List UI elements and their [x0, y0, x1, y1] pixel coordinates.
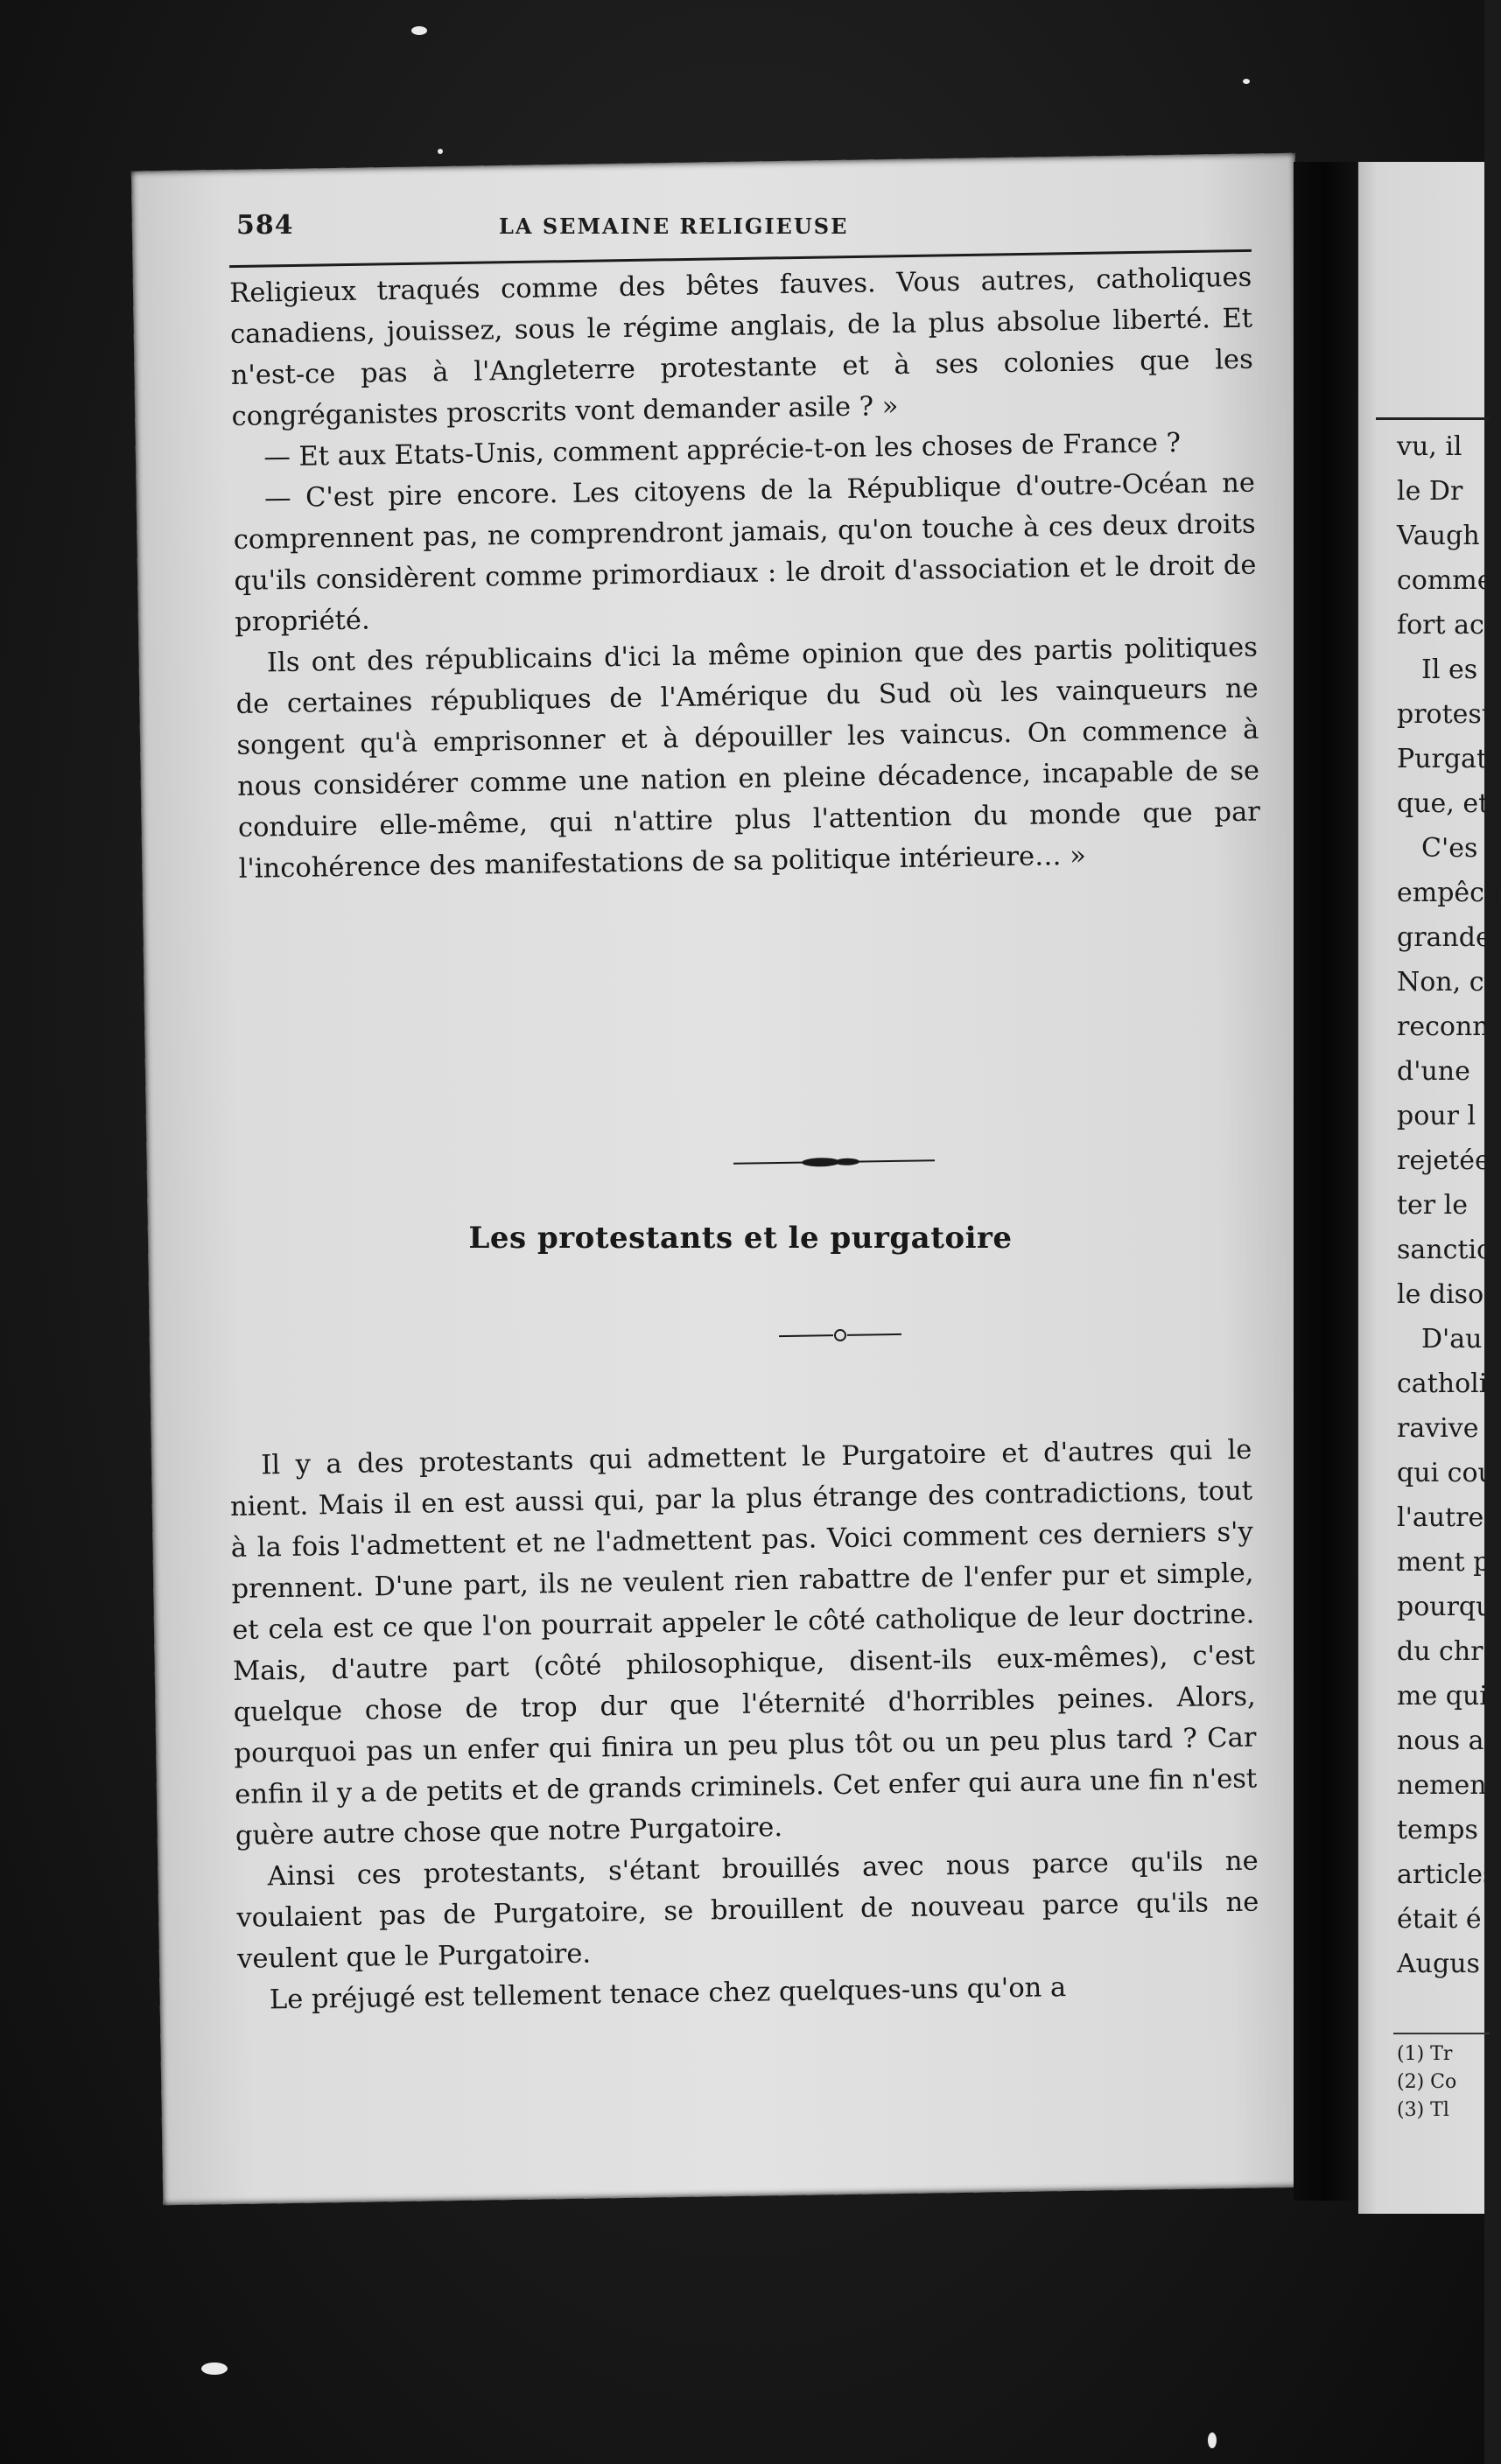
facing-page-line: grande	[1397, 922, 1491, 953]
facing-footnote: (3) Tl	[1397, 2099, 1449, 2121]
dust-speck	[438, 149, 443, 154]
title-ornament	[779, 1324, 901, 1347]
facing-page-line: Purgat	[1397, 744, 1487, 774]
page-header	[236, 210, 1252, 252]
section-divider-ornament	[733, 1152, 935, 1172]
paragraph: — Et aux Etats-Unis, comment apprécie-t-on les choses de France ?	[263, 427, 1182, 473]
facing-page-line: empêch	[1397, 878, 1501, 908]
body-text-top	[229, 257, 1261, 890]
book-gutter	[1294, 162, 1357, 2201]
facing-page-line: articles	[1397, 1859, 1497, 1890]
dust-speck	[1243, 79, 1250, 84]
paragraph: Ainsi ces protestants, s'étant brouillés avec nous parce qu'ils ne voulaient pas de Purgatoire, se brouillent de nouveau parce qu'ils ne veulent que le Purgatoire.	[236, 1845, 1259, 1975]
facing-page-line: sanctic	[1397, 1235, 1491, 1265]
page-number: 584	[236, 210, 294, 241]
facing-page-line: ravive	[1397, 1413, 1479, 1444]
facing-page-line: D'au	[1421, 1324, 1483, 1354]
facing-page-line: reconn	[1397, 1012, 1490, 1042]
facing-page-line: du chr	[1397, 1636, 1483, 1667]
facing-page-line: nemen	[1397, 1770, 1487, 1801]
facing-footnote: (2) Co	[1397, 2071, 1457, 2093]
dust-speck	[411, 26, 427, 35]
section-title: Les protestants et le purgatoire	[468, 1221, 1013, 1256]
paragraph: Religieux traqués comme des bêtes fauves. Vous autres, catholiques canadiens, jouissez, sous le régime anglais, de la plus absolue liberté. Et n'est-ce pas à l'Angleterre protestante et à ses colonies que les congréganistes proscrits vont demander asile ? »	[229, 262, 1253, 432]
facing-page-line: Augus	[1397, 1949, 1480, 1979]
facing-page-line: me qui	[1397, 1681, 1488, 1712]
dust-speck	[1208, 2432, 1217, 2448]
facing-page-line: temps	[1397, 1815, 1478, 1845]
facing-page-line: comme	[1397, 565, 1493, 596]
paragraph: — C'est pire encore. Les citoyens de la République d'outre-Océan ne comprennent pas, ne comprendront jamais, qu'on touche à ces deux droits qu'ils considèrent comme primordiaux : le droit d'association et le droit de propriété.	[233, 467, 1257, 638]
paragraph: Il y a des protestants qui admettent le Purgatoire et d'autres qui le nient. Mais il en est aussi qui, par la plus étrange des contradictions, tout à la fois l'admettent et ne l'admettent pas. Voici comment ces derniers s'y prennent. D'une part, ils ne veulent rien rabattre de l'enfer pur et simple, et cela est ce que l'on pourrait appeler le côté catholique de leur doctrine. Mais, d'autre part (côté philosophique, disent-ils eux-mêmes), c'est quelque chose de trop dur que l'éternité d'horribles peines. Alors, pourquoi pas un enfer qui finira un peu plus tôt ou un peu plus tard ? Car enfin il y a de petits et de grands criminels. Cet enfer qui aura une fin n'est guère autre chose que notre Purgatoire.	[229, 1434, 1258, 1852]
facing-page-line: vu, il	[1397, 431, 1462, 462]
facing-header-rule	[1376, 417, 1490, 420]
facing-page-line: Il es	[1421, 654, 1478, 685]
facing-page-line: pourqu	[1397, 1592, 1493, 1622]
facing-page-line: pour l	[1397, 1101, 1476, 1131]
facing-page-line: fort ac	[1397, 610, 1484, 640]
paragraph: Le préjugé est tellement tenace chez quelques-uns qu'on a	[269, 1972, 1067, 2016]
facing-page-line: le Dr	[1397, 476, 1463, 507]
facing-page-line: protest	[1397, 699, 1492, 730]
facing-page-line: que, et	[1397, 788, 1490, 819]
facing-page-line: Vaugh	[1397, 521, 1480, 551]
facing-page	[1358, 162, 1501, 2214]
facing-page-line: Non, c	[1397, 967, 1484, 998]
running-title: LA SEMAINE RELIGIEUSE	[499, 214, 849, 239]
facing-page-line: C'es	[1421, 833, 1478, 864]
paragraph: Ils ont des républicains d'ici la même opinion que des partis politiques de certaines républiques de l'Amérique du Sud où les vainqueurs ne songent qu'à emprisonner et à dépouiller les vaincus. On commence à nous considérer comme une nation en pleine décadence, incapable de se conduire elle-même, qui n'attire plus l'attention du monde que par l'incohérence des manifestations de sa politique intérieure… »	[235, 632, 1261, 885]
facing-page-line: nous a	[1397, 1726, 1484, 1756]
facing-page-line: catholi	[1397, 1368, 1488, 1399]
facing-footnote: (1) Tr	[1397, 2043, 1453, 2065]
facing-page-line: était é	[1397, 1904, 1482, 1935]
body-text-bottom	[229, 1430, 1260, 2021]
facing-page-line: ter le	[1397, 1190, 1469, 1221]
facing-footnote-rule	[1393, 2033, 1490, 2034]
facing-page-line: ment p	[1397, 1547, 1490, 1578]
facing-page-line: le diso	[1397, 1279, 1484, 1310]
dust-speck	[201, 2362, 228, 2375]
facing-page-line: qui cou	[1397, 1458, 1495, 1488]
facing-page-line: rejetée	[1397, 1145, 1490, 1176]
facing-page-line: l'autre	[1397, 1502, 1484, 1533]
facing-page-line: d'une	[1397, 1056, 1470, 1087]
